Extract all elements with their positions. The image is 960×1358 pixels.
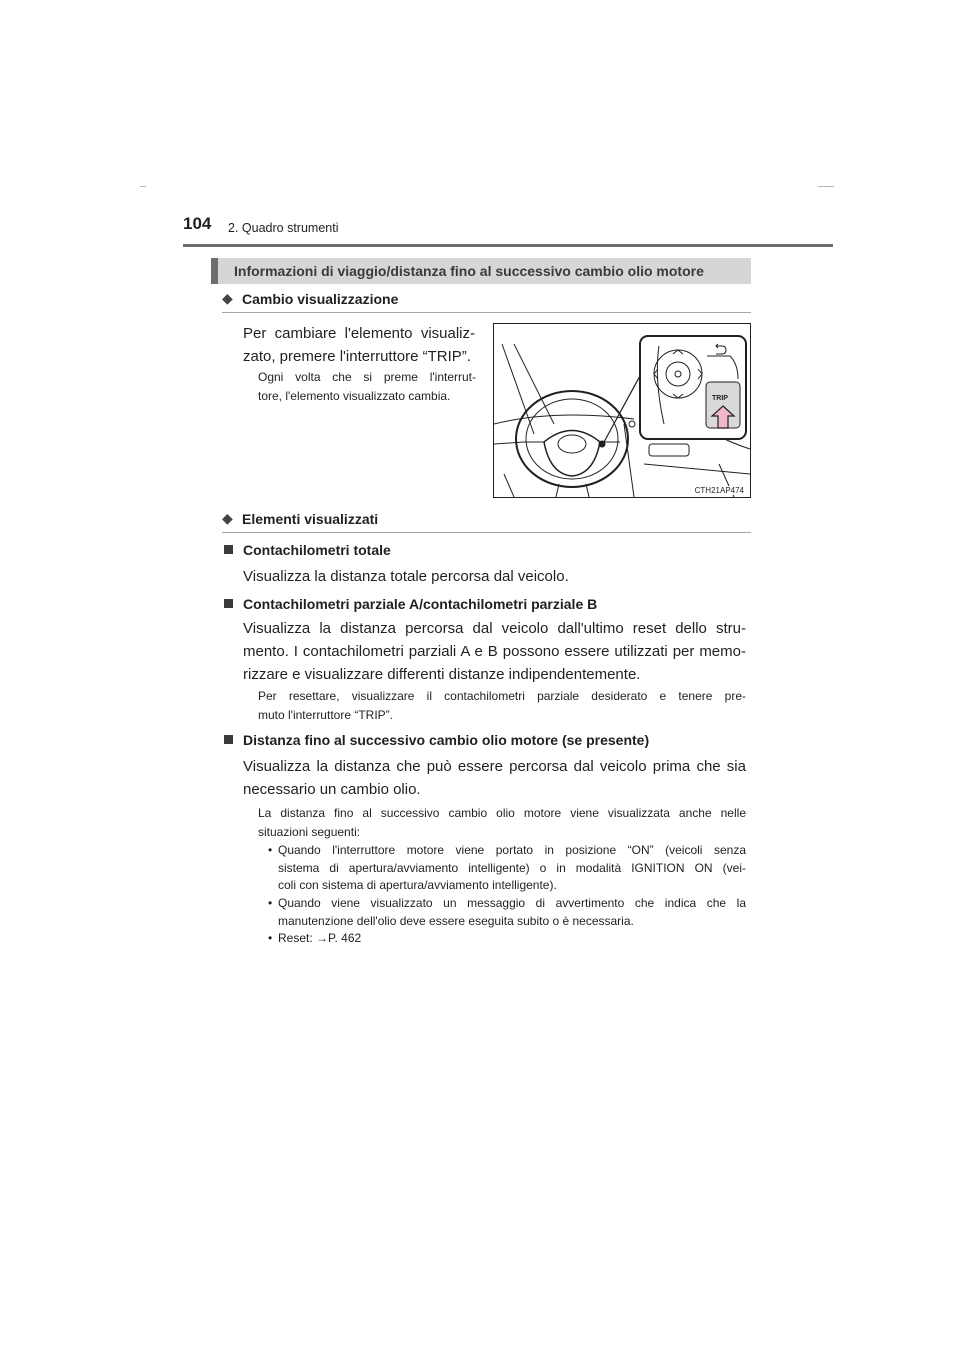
cambio-note-line-2: tore, l'elemento visualizzato cambia. — [258, 389, 451, 403]
item-heading-distanza-cambio-olio — [224, 732, 649, 748]
note-bullet — [268, 895, 746, 930]
item-text-line-1: Visualizza la distanza che può essere percorsa dal veicolo prima che sia — [243, 758, 746, 775]
bullet-dot: • — [268, 896, 273, 910]
bullet-line-1: Quando viene visualizzato un messaggio di avvertimento che indica che la — [278, 896, 746, 910]
cambio-text-line-1: Per cambiare l'elemento visualiz- — [243, 325, 475, 342]
item-heading-contachilometri-parziale — [224, 596, 597, 612]
diamond-icon: ◆ — [222, 510, 233, 526]
bullet-line-3: coli con sistema di apertura/avviamento intelligente). — [278, 878, 557, 892]
page-reference-link[interactable]: Reset: →P. 462 — [278, 931, 362, 945]
item-text: Visualizza la distanza totale percorsa dal veicolo. — [243, 568, 569, 585]
bullet-line-1: Quando l'interruttore motore viene portato in posizione “ON” (veicoli senza — [278, 843, 746, 857]
section-title: Informazioni di viaggio/distanza fino al successivo cambio olio motore — [234, 263, 704, 279]
item-heading-contachilometri-totale — [224, 542, 391, 558]
crop-mark-left — [140, 186, 146, 187]
steering-wheel-figure — [493, 323, 751, 498]
header-rule — [183, 244, 833, 247]
note-bullet — [268, 842, 746, 895]
subheading-elementi — [222, 508, 751, 533]
bullet-line-2: sistema di apertura/avviamento intelligente) o in modalità IGNITION ON (vei- — [278, 860, 746, 875]
trip-button-label: TRIP — [712, 395, 728, 402]
item-heading-text: Contachilometri totale — [243, 542, 391, 558]
figure-code: CTH21AP474 — [694, 486, 744, 495]
cambio-text-line-2: zato, premere l'interruttore “TRIP”. — [243, 348, 471, 365]
subheading-cambio — [222, 288, 751, 313]
bullet-dot: • — [268, 843, 273, 857]
item-text-line-3: rizzare e visualizzare differenti distanze indipendentemente. — [243, 666, 641, 683]
section-heading-bar — [211, 258, 751, 284]
item-heading-text: Contachilometri parziale A/contachilometri parziale B — [243, 596, 598, 612]
crop-mark-right — [818, 186, 834, 187]
page-number: 104 — [183, 214, 212, 233]
bullet-dot: • — [268, 931, 273, 945]
square-bullet-icon — [224, 735, 233, 744]
item-text-line-1: Visualizza la distanza percorsa dal veicolo dall'ultimo reset dello stru- — [243, 620, 746, 637]
note-bullet — [268, 930, 746, 948]
square-bullet-icon — [224, 545, 233, 554]
cambio-note-line-1: Ogni volta che si preme l'interrut- — [258, 370, 476, 384]
chapter-title: 2. Quadro strumenti — [228, 221, 339, 235]
item-note-line-2: situazioni seguenti: — [258, 825, 361, 839]
item-note-line-2: muto l'interruttore “TRIP”. — [258, 708, 393, 722]
item-text-line-2: necessario un cambio olio. — [243, 781, 421, 798]
bullet-line-2: manutenzione dell'olio deve essere eseguita subito o è necessaria. — [278, 913, 634, 928]
item-note-line-1: Per resettare, visualizzare il contachilometri parziale desiderato e tenere pre- — [258, 689, 746, 703]
item-text-line-2: mento. I contachilometri parziali A e B possono essere utilizzati per memo- — [243, 643, 746, 660]
item-heading-text: Distanza fino al successivo cambio olio motore (se presente) — [243, 732, 650, 748]
subheading-text: Cambio visualizzazione — [242, 291, 399, 307]
diamond-icon: ◆ — [222, 290, 233, 306]
steering-wheel-illustration — [494, 324, 750, 497]
subheading-text: Elementi visualizzati — [242, 511, 379, 527]
item-note-line-1: La distanza fino al successivo cambio olio motore viene visualizzata anche nelle — [258, 806, 746, 820]
square-bullet-icon — [224, 599, 233, 608]
